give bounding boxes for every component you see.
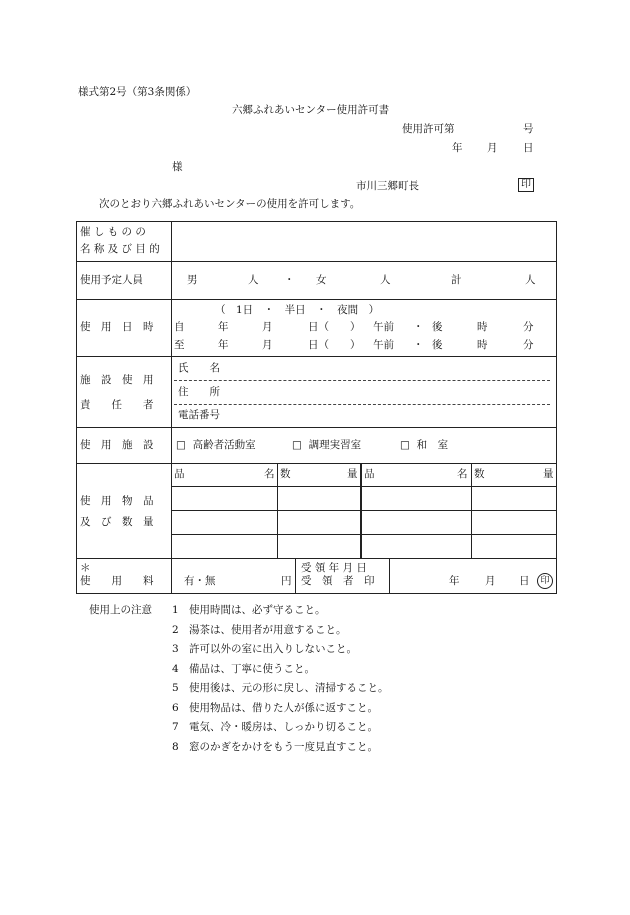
- to-am: 午前: [373, 339, 394, 351]
- fee-has-none[interactable]: 有・無: [184, 575, 216, 587]
- facility-option-label: 調理実習室: [308, 439, 362, 451]
- checkbox-icon[interactable]: □: [292, 439, 302, 451]
- female-label: 女: [316, 274, 327, 286]
- from-day: 日（ ）: [308, 321, 361, 333]
- note-text: 使用時間は、必ず守ること。: [189, 604, 326, 616]
- female-unit: 人: [380, 274, 391, 286]
- facility-option-cooking[interactable]: [292, 440, 361, 451]
- items-label-line2: 及 び 数 量: [80, 516, 154, 528]
- duration-options[interactable]: （ 1日 ・ 半日 ・ 夜間 ）: [215, 304, 380, 316]
- addressee-suffix: 様: [172, 161, 183, 173]
- responsible-name-label: 氏 名: [178, 362, 220, 374]
- male-label: 男: [187, 274, 198, 286]
- receipt-year: 年: [449, 575, 460, 587]
- event-name-field[interactable]: [176, 225, 552, 258]
- note-text: 許可以外の室に出入りしないこと。: [189, 643, 357, 655]
- fee-asterisk: ＊: [80, 562, 91, 574]
- facility-option-label: 高齢者活動室: [192, 439, 256, 451]
- items-col-qty-b: 量: [347, 468, 358, 480]
- from-minute: 分: [523, 321, 534, 333]
- permit-number-suffix: 号: [523, 123, 534, 135]
- issuer-name: 市川三郷町長: [356, 180, 419, 192]
- note-text: 使用物品は、借りた人が係に返すこと。: [189, 701, 378, 714]
- to-minute: 分: [523, 339, 534, 351]
- receipt-seal: [537, 573, 553, 589]
- items-col-qty-a: 数: [280, 468, 291, 480]
- facility-option-elderly[interactable]: [176, 440, 256, 451]
- total-label: 計: [451, 274, 462, 286]
- permit-number-label: 使用許可第: [402, 123, 455, 135]
- items-col-name-a2: 品: [364, 468, 375, 480]
- from-month: 月: [262, 321, 273, 333]
- event-label-line2: 名 称 及 び 目 的: [80, 243, 160, 255]
- note-number: 8: [172, 740, 179, 753]
- checkbox-icon[interactable]: □: [400, 439, 410, 451]
- receipt-day: 日: [519, 575, 530, 587]
- to-dot: ・: [413, 339, 424, 351]
- from-hour: 時: [477, 321, 488, 333]
- items-col-qty-b2: 量: [543, 468, 554, 480]
- intro-text: 次のとおり六郷ふれあいセンターの使用を許可します。: [99, 198, 361, 210]
- note-number: 1: [172, 604, 179, 616]
- responsible-phone-label: 電話番号: [178, 409, 220, 421]
- form-number: 様式第2号（第3条関係）: [78, 86, 197, 98]
- to-month: 月: [262, 339, 273, 351]
- facility-label: 使 用 施 設: [80, 439, 154, 451]
- items-col-qty-a2: 数: [474, 468, 485, 480]
- people-label: 使用予定人員: [80, 274, 143, 286]
- receiver-label: 受 領 者 印: [301, 575, 375, 587]
- from-year: 年: [218, 321, 229, 333]
- from-pm: 後: [432, 321, 443, 333]
- facility-option-label: 和 室: [416, 439, 449, 451]
- people-separator: ・: [284, 274, 295, 286]
- items-col-name-b2: 名: [457, 468, 468, 480]
- responsible-label-line1: 施 設 使 用: [80, 374, 154, 386]
- to-day: 日（ ）: [308, 339, 361, 351]
- male-unit: 人: [248, 274, 259, 286]
- fee-yen: 円: [281, 575, 292, 587]
- seal-mark: 印: [537, 573, 553, 589]
- note-text: 電気、冷・暖房は、しっかり切ること。: [189, 721, 378, 733]
- note-text: 使用後は、元の形に戻し、清掃すること。: [189, 682, 389, 694]
- checkbox-icon[interactable]: □: [176, 439, 186, 451]
- document-title: 六郷ふれあいセンター使用許可書: [232, 104, 390, 116]
- responsible-address-label: 住 所: [178, 386, 220, 398]
- issuer-seal: [518, 178, 534, 192]
- responsible-label-line2: 責 任 者: [80, 399, 154, 411]
- note-text: 窓のかぎをかけをもう一度見直すこと。: [189, 740, 378, 753]
- items-col-name-b: 名: [264, 468, 275, 480]
- note-text: 湯茶は、使用者が用意すること。: [189, 623, 347, 636]
- note-number: 5: [172, 682, 179, 694]
- note-number: 4: [172, 662, 179, 675]
- receipt-date-label: 受 領 年 月 日: [301, 562, 367, 574]
- note-text: 備品は、丁寧に使うこと。: [189, 662, 315, 675]
- to-pm: 後: [432, 339, 443, 351]
- notes-heading: 使用上の注意: [89, 604, 152, 616]
- total-unit: 人: [525, 274, 536, 286]
- items-col-name-a: 品: [174, 468, 185, 480]
- seal-mark: 印: [518, 178, 534, 192]
- facility-option-japanese-room[interactable]: [400, 440, 448, 451]
- to-hour: 時: [477, 339, 488, 351]
- date-year: 年: [452, 142, 463, 154]
- note-number: 7: [172, 721, 179, 733]
- items-label-line1: 使 用 物 品: [80, 495, 154, 507]
- note-number: 6: [172, 701, 179, 714]
- to-year: 年: [218, 339, 229, 351]
- note-number: 2: [172, 623, 179, 636]
- date-day: 日: [523, 142, 534, 154]
- note-number: 3: [172, 643, 179, 655]
- receipt-month: 月: [485, 575, 496, 587]
- to-label: 至: [174, 339, 185, 351]
- from-dot: ・: [413, 321, 424, 333]
- from-am: 午前: [373, 321, 394, 333]
- datetime-label: 使 用 日 時: [80, 321, 154, 333]
- event-label-line1: 催 し も の の: [80, 226, 146, 238]
- from-label: 自: [174, 321, 185, 333]
- date-month: 月: [487, 142, 498, 154]
- fee-label: 使 用 料: [80, 575, 154, 587]
